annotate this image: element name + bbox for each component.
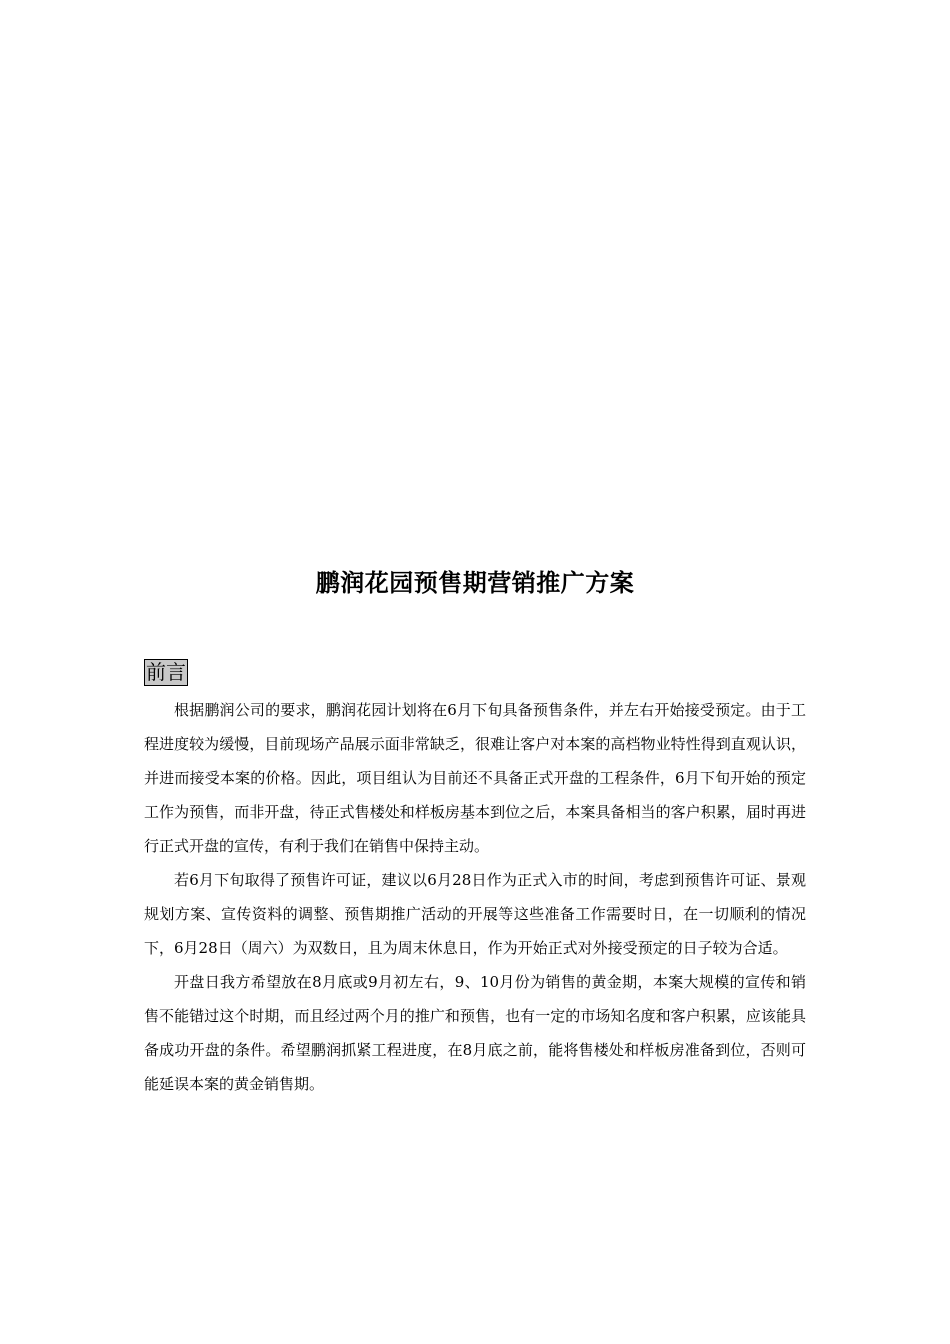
paragraph: 若6月下旬取得了预售许可证，建议以6月28日作为正式入市的时间，考虑到预售许可证、景观规划方案、宣传资料的调整、预售期推广活动的开展等这些准备工作需要时日，在一切顺利的情况下，6月28日（周六）为双数日，且为周末休息日，作为开始正式对外接受预定的日子较为合适。 [144,871,806,957]
document-body [144,693,806,1101]
paragraph: 开盘日我方希望放在8月底或9月初左右，9、10月份为销售的黄金期，本案大规模的宣传和销售不能错过这个时期，而且经过两个月的推广和预售，也有一定的市场知名度和客户积累，应该能具备成功开盘的条件。希望鹏润抓紧工程进度，在8月底之前，能将售楼处和样板房准备到位，否则可能延误本案的黄金销售期。 [144,973,806,1093]
paragraph: 根据鹏润公司的要求，鹏润花园计划将在6月下旬具备预售条件，并左右开始接受预定。由于工程进度较为缓慢，目前现场产品展示面非常缺乏，很难让客户对本案的高档物业特性得到直观认识，并进而接受本案的价格。因此，项目组认为目前还不具备正式开盘的工程条件，6月下旬开始的预定工作为预售，而非开盘，待正式售楼处和样板房基本到位之后，本案具备相当的客户积累，届时再进行正式开盘的宣传，有利于我们在销售中保持主动。 [144,701,806,855]
document-title: 鹏润花园预售期营销推广方案 [315,569,635,597]
section-heading-preface: 前言 [146,660,186,684]
